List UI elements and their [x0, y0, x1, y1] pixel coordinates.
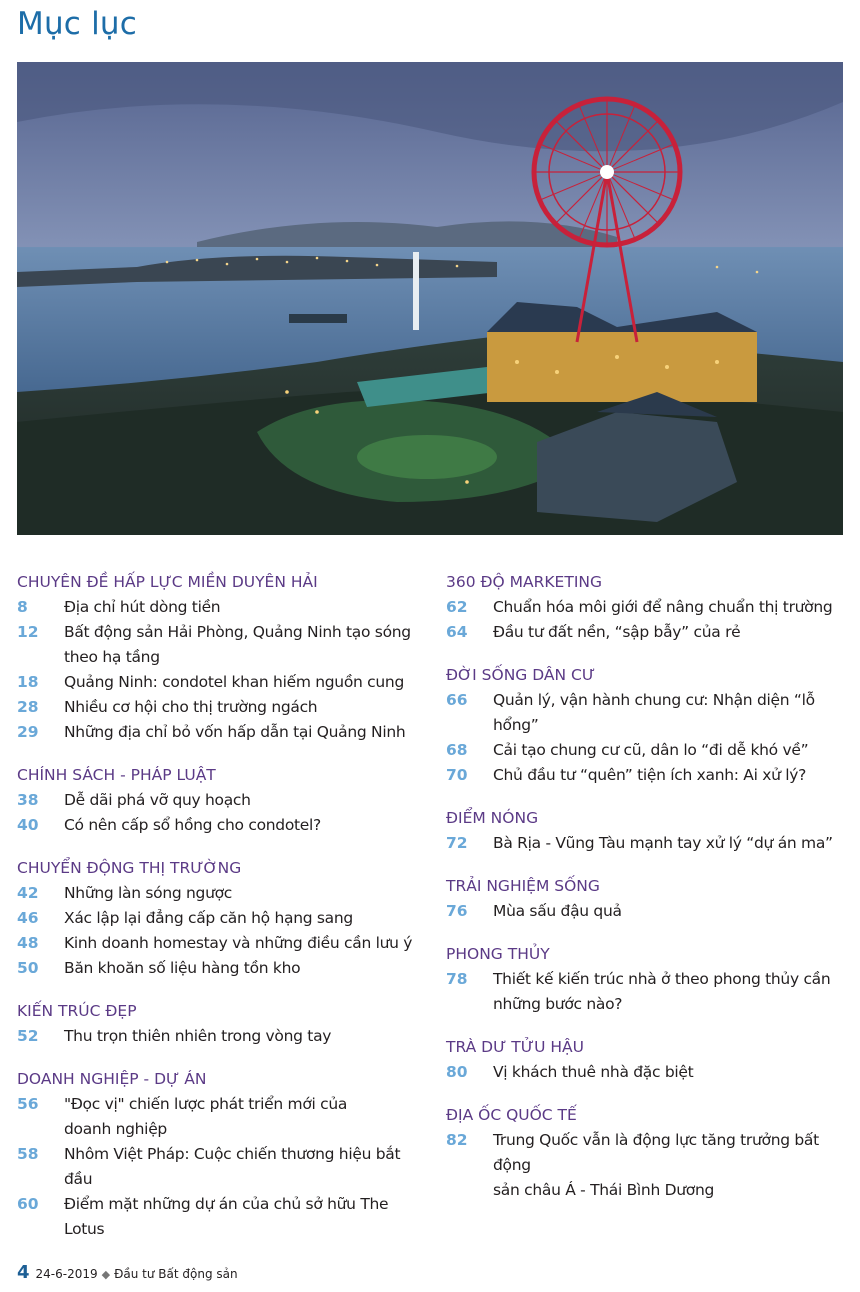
- toc-entry-title: [64, 595, 220, 620]
- section-heading: KIẾN TRÚC ĐẸP: [17, 1002, 137, 1020]
- toc-page-number: 42: [17, 884, 39, 902]
- footer-page-number: 4: [17, 1262, 30, 1283]
- toc-entry[interactable]: [17, 881, 427, 906]
- toc-page-number: 56: [17, 1095, 39, 1113]
- toc-entry-line: Chủ đầu tư “quên” tiện ích xanh: Ai xử lý?: [493, 766, 807, 784]
- toc-entry[interactable]: [446, 595, 846, 620]
- toc-entry-line: Mùa sấu đậu quả: [493, 902, 622, 920]
- toc-entry-line: Có nên cấp sổ hồng cho condotel?: [64, 816, 321, 834]
- toc-page-number: 18: [17, 673, 39, 691]
- toc-page-number: 38: [17, 791, 39, 809]
- toc-page-number: 40: [17, 816, 39, 834]
- toc-entry-line: Thiết kế kiến trúc nhà ở theo phong thủy cần: [493, 970, 831, 988]
- toc-entry-title: [64, 788, 251, 813]
- toc-page-number: 80: [446, 1063, 468, 1081]
- toc-entry-title: [64, 1092, 347, 1142]
- toc-page-number: 68: [446, 741, 468, 759]
- toc-entry-line: Nhiều cơ hội cho thị trường ngách: [64, 698, 318, 716]
- toc-page-number: 76: [446, 902, 468, 920]
- section-heading: TRÀ DƯ TỬU HẬU: [446, 1038, 584, 1056]
- toc-section: [17, 1067, 427, 1242]
- toc-page-number: 78: [446, 970, 468, 988]
- toc-entry[interactable]: [17, 813, 427, 838]
- toc-entry-title: [64, 931, 412, 956]
- toc-entry-line: doanh nghiệp: [64, 1120, 167, 1138]
- toc-page-number: 82: [446, 1131, 468, 1149]
- section-heading: ĐỜI SỐNG DÂN CƯ: [446, 666, 596, 684]
- toc-section: [446, 1103, 846, 1203]
- toc-right-column: [446, 570, 846, 1221]
- toc-entry-title: [64, 881, 232, 906]
- toc-entry[interactable]: [446, 620, 846, 645]
- toc-page-number: 50: [17, 959, 39, 977]
- toc-entry-line: Đầu tư đất nền, “sập bẫy” của rẻ: [493, 623, 741, 641]
- toc-entry-title: [64, 720, 405, 745]
- toc-entry-title: [64, 1192, 427, 1242]
- toc-entry-title: [64, 906, 353, 931]
- toc-page-number: 12: [17, 623, 39, 641]
- toc-entry-title: [493, 831, 833, 856]
- toc-entry[interactable]: [17, 595, 427, 620]
- toc-entry-line: Những địa chỉ bỏ vốn hấp dẫn tại Quảng Ninh: [64, 723, 406, 741]
- toc-entry-title: [64, 670, 404, 695]
- toc-section: [17, 999, 427, 1049]
- toc-entry-line: Băn khoăn số liệu hàng tồn kho: [64, 959, 301, 977]
- toc-entry-title: [64, 813, 321, 838]
- toc-page-number: 62: [446, 598, 468, 616]
- toc-page-number: 72: [446, 834, 468, 852]
- toc-page-number: 29: [17, 723, 39, 741]
- toc-entry-title: [493, 620, 740, 645]
- toc-entry[interactable]: [17, 931, 427, 956]
- toc-entry-line: Địa chỉ hút dòng tiền: [64, 598, 221, 616]
- toc-entry-title: [64, 956, 300, 981]
- toc-entry-title: [64, 1024, 331, 1049]
- section-heading: PHONG THỦY: [446, 945, 550, 963]
- toc-entry-title: [493, 1128, 846, 1203]
- toc-left-column: [17, 570, 427, 1260]
- toc-page-number: 48: [17, 934, 39, 952]
- toc-entry[interactable]: [17, 670, 427, 695]
- toc-entry-title: [493, 967, 830, 1017]
- toc-entry-line: Kinh doanh homestay và những điều cần lưu ý: [64, 934, 413, 952]
- footer-publication: Đầu tư Bất động sản: [114, 1267, 238, 1281]
- toc-section: [446, 1035, 846, 1085]
- section-heading: CHÍNH SÁCH - PHÁP LUẬT: [17, 766, 216, 784]
- page-footer: [17, 1262, 238, 1283]
- toc-entry-line: Bà Rịa - Vũng Tàu mạnh tay xử lý “dự án ma”: [493, 834, 833, 852]
- toc-page-number: 60: [17, 1195, 39, 1213]
- toc-entry[interactable]: [17, 1092, 427, 1142]
- toc-section: [446, 942, 846, 1017]
- toc-page-number: 28: [17, 698, 39, 716]
- toc-entry-line: Bất động sản Hải Phòng, Quảng Ninh tạo sóng: [64, 623, 411, 641]
- toc-entry-line: Quảng Ninh: condotel khan hiếm nguồn cung: [64, 673, 404, 691]
- toc-entry[interactable]: [17, 1142, 427, 1192]
- toc-entry[interactable]: [17, 1024, 427, 1049]
- toc-entry-title: [493, 763, 806, 788]
- section-heading: ĐIỂM NÓNG: [446, 809, 539, 827]
- toc-entry-line: những bước nào?: [493, 995, 623, 1013]
- toc-page-number: 8: [17, 598, 28, 616]
- section-heading: DOANH NGHIỆP - DỰ ÁN: [17, 1070, 207, 1088]
- toc-entry-line: Điểm mặt những dự án của chủ sở hữu The Lotus: [64, 1195, 389, 1238]
- toc-section: [446, 874, 846, 924]
- toc-page-number: 46: [17, 909, 39, 927]
- toc-entry-line: "Đọc vị" chiến lược phát triển mới của: [64, 1095, 348, 1113]
- toc-entry[interactable]: [446, 831, 846, 856]
- toc-entry-title: [493, 1060, 693, 1085]
- toc-page-number: 58: [17, 1145, 39, 1163]
- toc-entry-title: [64, 1142, 427, 1192]
- section-heading: CHUYỂN ĐỘNG THỊ TRƯỜNG: [17, 859, 242, 877]
- toc-entry[interactable]: [17, 720, 427, 745]
- toc-entry-title: [64, 620, 411, 670]
- toc-entry-line: Dễ dãi phá vỡ quy hoạch: [64, 791, 251, 809]
- toc-entry[interactable]: [446, 688, 846, 738]
- toc-page-number: 66: [446, 691, 468, 709]
- toc-entry-line: Cải tạo chung cư cũ, dân lo “đi dễ khó về”: [493, 741, 809, 759]
- toc-entry-title: [493, 688, 846, 738]
- toc-section: [17, 763, 427, 838]
- toc-entry[interactable]: [17, 906, 427, 931]
- page-title: Mục lục: [17, 6, 137, 42]
- ferris-wheel-photo-icon: [17, 62, 843, 535]
- toc-entry[interactable]: [17, 620, 427, 670]
- toc-page-number: 64: [446, 623, 468, 641]
- toc-entry-line: Xác lập lại đẳng cấp căn hộ hạng sang: [64, 909, 353, 927]
- toc-entry-title: [493, 738, 808, 763]
- toc-entry[interactable]: [446, 763, 846, 788]
- toc-entry[interactable]: [446, 738, 846, 763]
- toc-entry-line: Thu trọn thiên nhiên trong vòng tay: [64, 1027, 332, 1045]
- toc-entry-title: [493, 899, 622, 924]
- toc-entry[interactable]: [446, 967, 846, 1017]
- section-heading: CHUYÊN ĐỀ HẤP LỰC MIỀN DUYÊN HẢI: [17, 573, 318, 591]
- toc-entry-line: Vị khách thuê nhà đặc biệt: [493, 1063, 694, 1081]
- toc-section: [17, 570, 427, 745]
- toc-entry-line: theo hạ tầng: [64, 648, 160, 666]
- toc-entry[interactable]: [17, 956, 427, 981]
- toc-entry-title: [64, 695, 317, 720]
- toc-section: [446, 663, 846, 788]
- toc-entry[interactable]: [17, 788, 427, 813]
- toc-section: [17, 856, 427, 981]
- toc-entry[interactable]: [446, 1060, 846, 1085]
- toc-entry[interactable]: [446, 899, 846, 924]
- toc-page-number: 52: [17, 1027, 39, 1045]
- toc-entry-line: Nhôm Việt Pháp: Cuộc chiến thương hiệu bắt đầu: [64, 1145, 401, 1188]
- hero-photo: [17, 62, 843, 535]
- section-heading: TRẢI NGHIỆM SỐNG: [446, 877, 600, 895]
- footer-date: 24-6-2019: [35, 1267, 98, 1281]
- toc-entry[interactable]: [17, 695, 427, 720]
- section-heading: 360 ĐỘ MARKETING: [446, 573, 602, 591]
- toc-entry-title: [493, 595, 832, 620]
- toc-entry-line: Chuẩn hóa môi giới để nâng chuẩn thị trường: [493, 598, 833, 616]
- toc-entry[interactable]: [17, 1192, 427, 1242]
- toc-page-number: 70: [446, 766, 468, 784]
- toc-section: [446, 570, 846, 645]
- toc-entry-line: Những làn sóng ngược: [64, 884, 233, 902]
- toc-entry[interactable]: [446, 1128, 846, 1203]
- toc-entry-line: sản châu Á - Thái Bình Dương: [493, 1181, 715, 1199]
- toc-entry-line: Quản lý, vận hành chung cư: Nhận diện “lỗ hổng”: [493, 691, 815, 734]
- footer-separator: ◆: [101, 1268, 111, 1281]
- toc-section: [446, 806, 846, 856]
- section-heading: ĐỊA ỐC QUỐC TẾ: [446, 1106, 577, 1124]
- toc-entry-line: Trung Quốc vẫn là động lực tăng trưởng bất động: [493, 1131, 819, 1174]
